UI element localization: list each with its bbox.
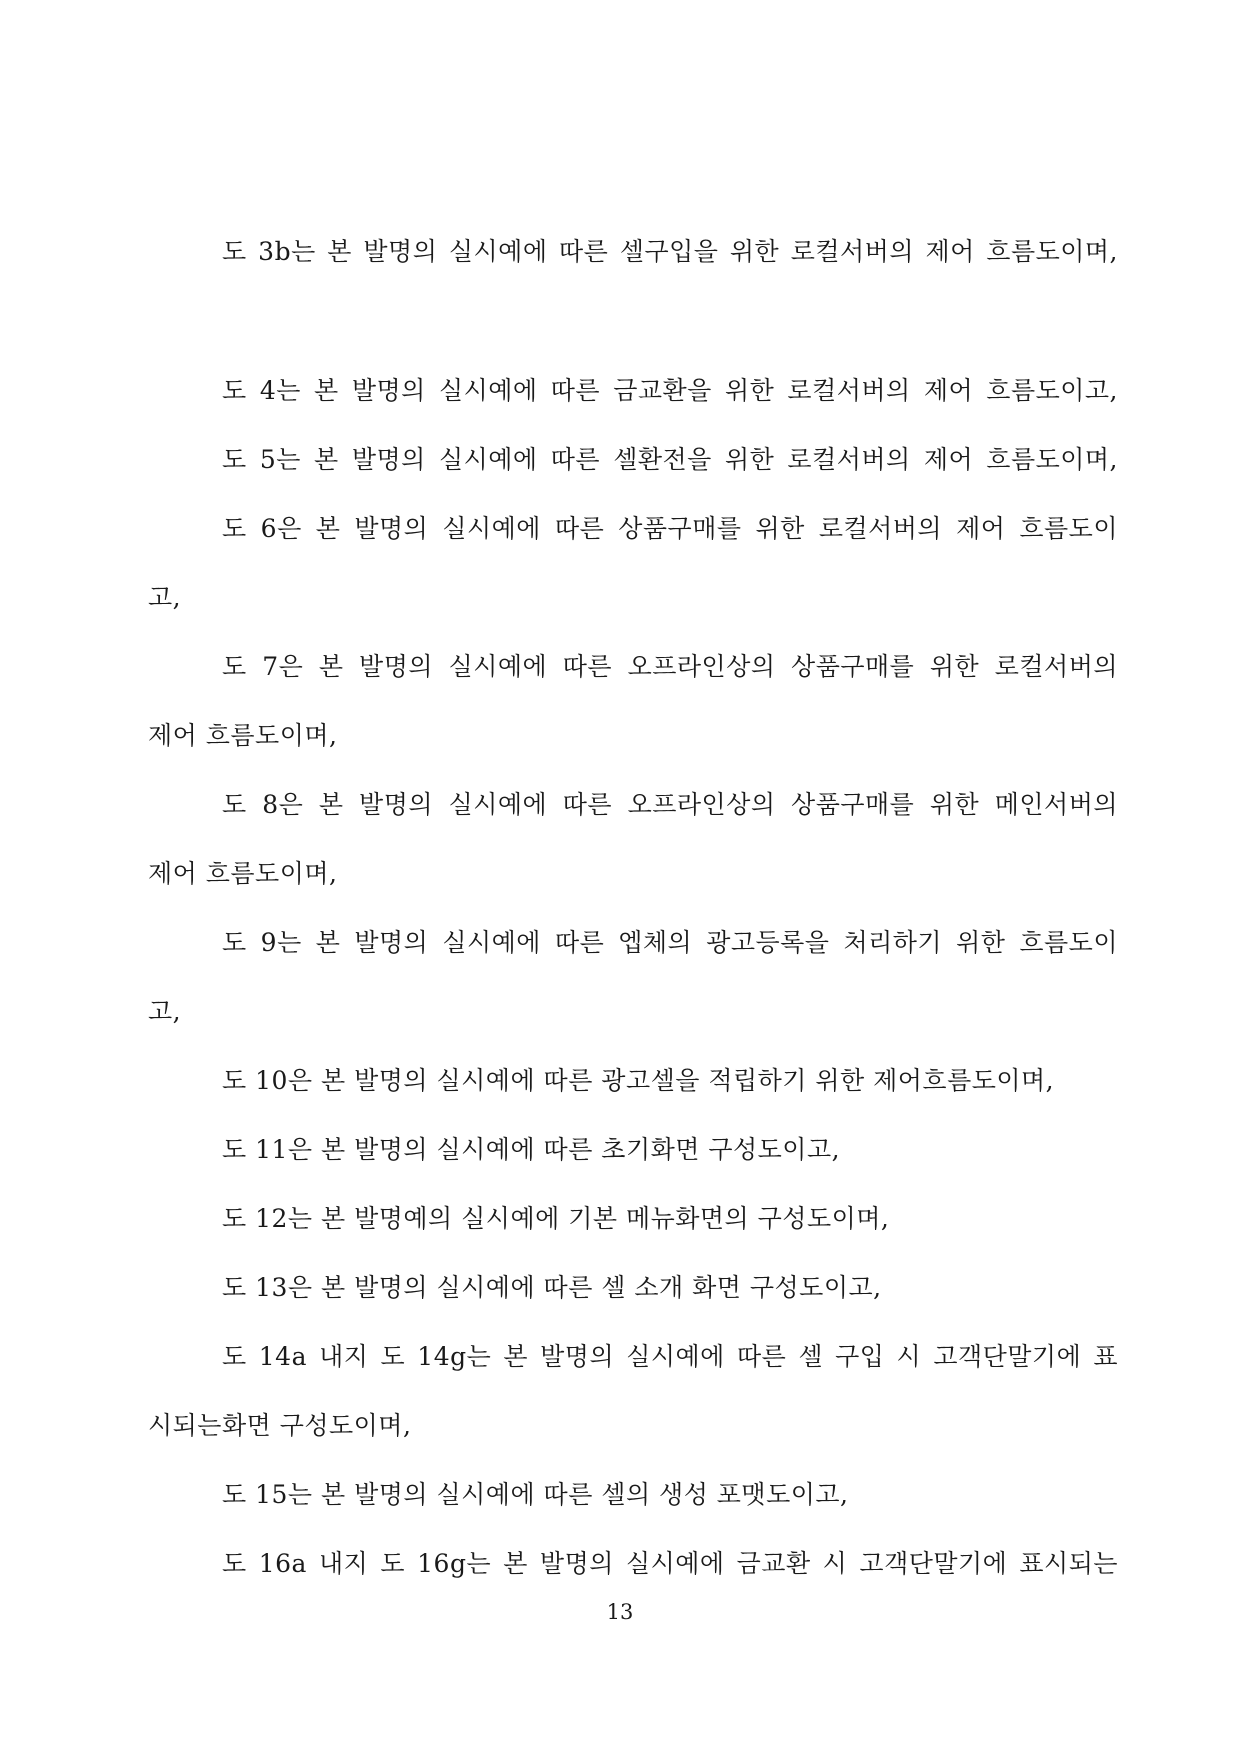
paragraph-line-fig-6: 도 6은 본 발명의 실시예에 따른 상품구매를 위한 로컬서버의 제어 흐름도이 [222, 514, 1118, 543]
paragraph-line-fig-14: 도 14a 내지 도 14g는 본 발명의 실시예에 따른 셀 구입 시 고객단말기에 표 [222, 1342, 1118, 1371]
paragraph-line-fig-11: 도 11은 본 발명의 실시예에 따른 초기화면 구성도이고, [222, 1135, 841, 1164]
page-number: 13 [606, 1600, 634, 1624]
paragraph-continuation-fig-14: 시되는화면 구성도이며, [148, 1411, 412, 1440]
paragraph-continuation-fig-6: 고, [148, 583, 182, 612]
paragraph-line-fig-3b: 도 3b는 본 발명의 실시예에 따른 셀구입을 위한 로컬서버의 제어 흐름도이며, [222, 237, 1118, 266]
paragraph-continuation-fig-8: 제어 흐름도이며, [148, 859, 338, 888]
paragraph-line-fig-15: 도 15는 본 발명의 실시예에 따른 셀의 생성 포맷도이고, [222, 1480, 849, 1509]
paragraph-line-fig-10: 도 10은 본 발명의 실시예에 따른 광고셀을 적립하기 위한 제어흐름도이며, [222, 1066, 1055, 1095]
paragraph-line-fig-16: 도 16a 내지 도 16g는 본 발명의 실시예에 금교환 시 고객단말기에 표시되는 [222, 1549, 1118, 1578]
paragraph-continuation-fig-9: 고, [148, 997, 182, 1026]
paragraph-line-fig-8: 도 8은 본 발명의 실시예에 따른 오프라인상의 상품구매를 위한 메인서버의 [222, 790, 1118, 819]
paragraph-line-fig-5: 도 5는 본 발명의 실시예에 따른 셀환전을 위한 로컬서버의 제어 흐름도이며, [222, 445, 1118, 474]
paragraph-continuation-fig-7: 제어 흐름도이며, [148, 721, 338, 750]
paragraph-line-fig-12: 도 12는 본 발명예의 실시예에 기본 메뉴화면의 구성도이며, [222, 1204, 890, 1233]
paragraph-line-fig-4: 도 4는 본 발명의 실시예에 따른 금교환을 위한 로컬서버의 제어 흐름도이고, [222, 376, 1118, 405]
paragraph-line-fig-9: 도 9는 본 발명의 실시예에 따른 엡체의 광고등록을 처리하기 위한 흐름도이 [222, 928, 1118, 957]
paragraph-line-fig-7: 도 7은 본 발명의 실시예에 따른 오프라인상의 상품구매를 위한 로컬서버의 [222, 652, 1118, 681]
paragraph-line-fig-13: 도 13은 본 발명의 실시예에 따른 셀 소개 화면 구성도이고, [222, 1273, 882, 1302]
